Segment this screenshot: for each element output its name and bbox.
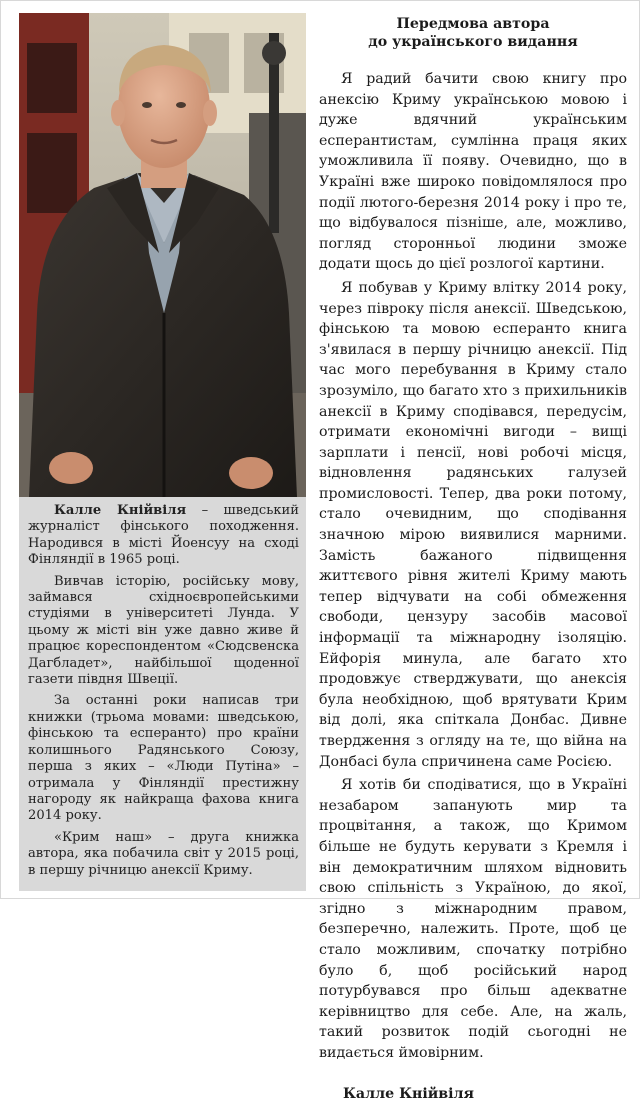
author-bio xyxy=(28,503,299,884)
preface-title-line1: Передмова автора xyxy=(396,16,550,32)
bio-paragraph: Вивчав історію, російську мову, займався східноєвропейськими студіями в університеті Лунда. У цьому ж місті він уже давно живе й працює кореспондентом «Сюдсвенска Дагбладет», найбільшої щоденної газети півдня Швеції. xyxy=(28,573,299,688)
preface-column xyxy=(319,15,627,1102)
preface-signature: Калле Кнійвіля xyxy=(343,1085,475,1102)
preface-paragraph: Я побував у Криму влітку 2014 року, через півроку після анексії. Шведською, фінською та мовою есперанто книга з'явилася в першу річницю анексії. Під час мого перебування в Криму стало зрозуміло, що багато хто з прихильників анексії в Криму сподівався, передусім, отримати економічні вигоди – вищі зарплати і пенсії, нові робочі місця, відновлення радянських галузей промисловості. Тепер, два роки потому, стало очевидним, що сподівання значною мірою виявилися марними. Замість бажаного підвищення життєвого рівня жителі Криму мають тепер відчувати на собі обмеження свободи, цензуру засобів масової інформації та міжнародну ізоляцію. Ейфорія минула, але багато хто продовжує стверджувати, що анексія була необхідною, щоб врятувати Крим від долі, яка спіткала Донбас. Дивне твердження з огляду на те, що війна на Донбасі була спричинена саме Росією. xyxy=(319,279,627,770)
bio-paragraph: За останні роки написав три книжки (трьома мовами: шведською, фінською та есперанто) про країни колишнього Радянського Союзу, перша з яких – «Люди Путіна» – отримала у Фінляндії престижну нагороду як найкраща фахова книга 2014 року. xyxy=(28,693,299,824)
preface-paragraph: Я радий бачити свою книгу про анексію Криму українською мовою і дуже вдячний українським есперантистам, сумлінна праця яких уможливила її появу. Очевидно, що в Україні вже широко повідомлялося про події лютого-березня 2014 року і про те, що відбувалося пізніше, але, можливо, погляд сторонньої людини зможе додати щось до цієї розлогої картини. xyxy=(319,71,627,273)
author-sidebar xyxy=(19,13,306,891)
preface-body xyxy=(319,69,627,1064)
bio-author-name: Калле Кнійвіля xyxy=(54,503,187,518)
bio-paragraph: «Крим наш» – друга книжка автора, яка побачила світ у 2015 році, в першу річницю анексії Криму. xyxy=(28,829,299,878)
preface-title xyxy=(319,15,627,51)
author-photo xyxy=(19,13,306,497)
bio-paragraph xyxy=(28,503,299,569)
preface-title-line2: до українського видання xyxy=(368,34,578,50)
bio-intro-text: – шведський журналіст фінського походження. Народився в місті Йоенсуу на сході Фінляндії в 1965 році. xyxy=(28,503,300,568)
preface-paragraph: Я хотів би сподіватися, що в Україні незабаром запанують мир та процвітання, а також, що Кримом більше не будуть керувати з Кремля і він демократичним шляхом відновить свою спільність з Україною, до якої, згідно з міжнародним правом, безперечно, належить. Проте, щоб це стало можливим, спочатку потрібно було б, щоб російський народ потурбувався про більш адекватне керівництво для себе. Але, на жаль, такий розвиток подій сьогодні не видається ймовірним. xyxy=(319,777,627,1061)
